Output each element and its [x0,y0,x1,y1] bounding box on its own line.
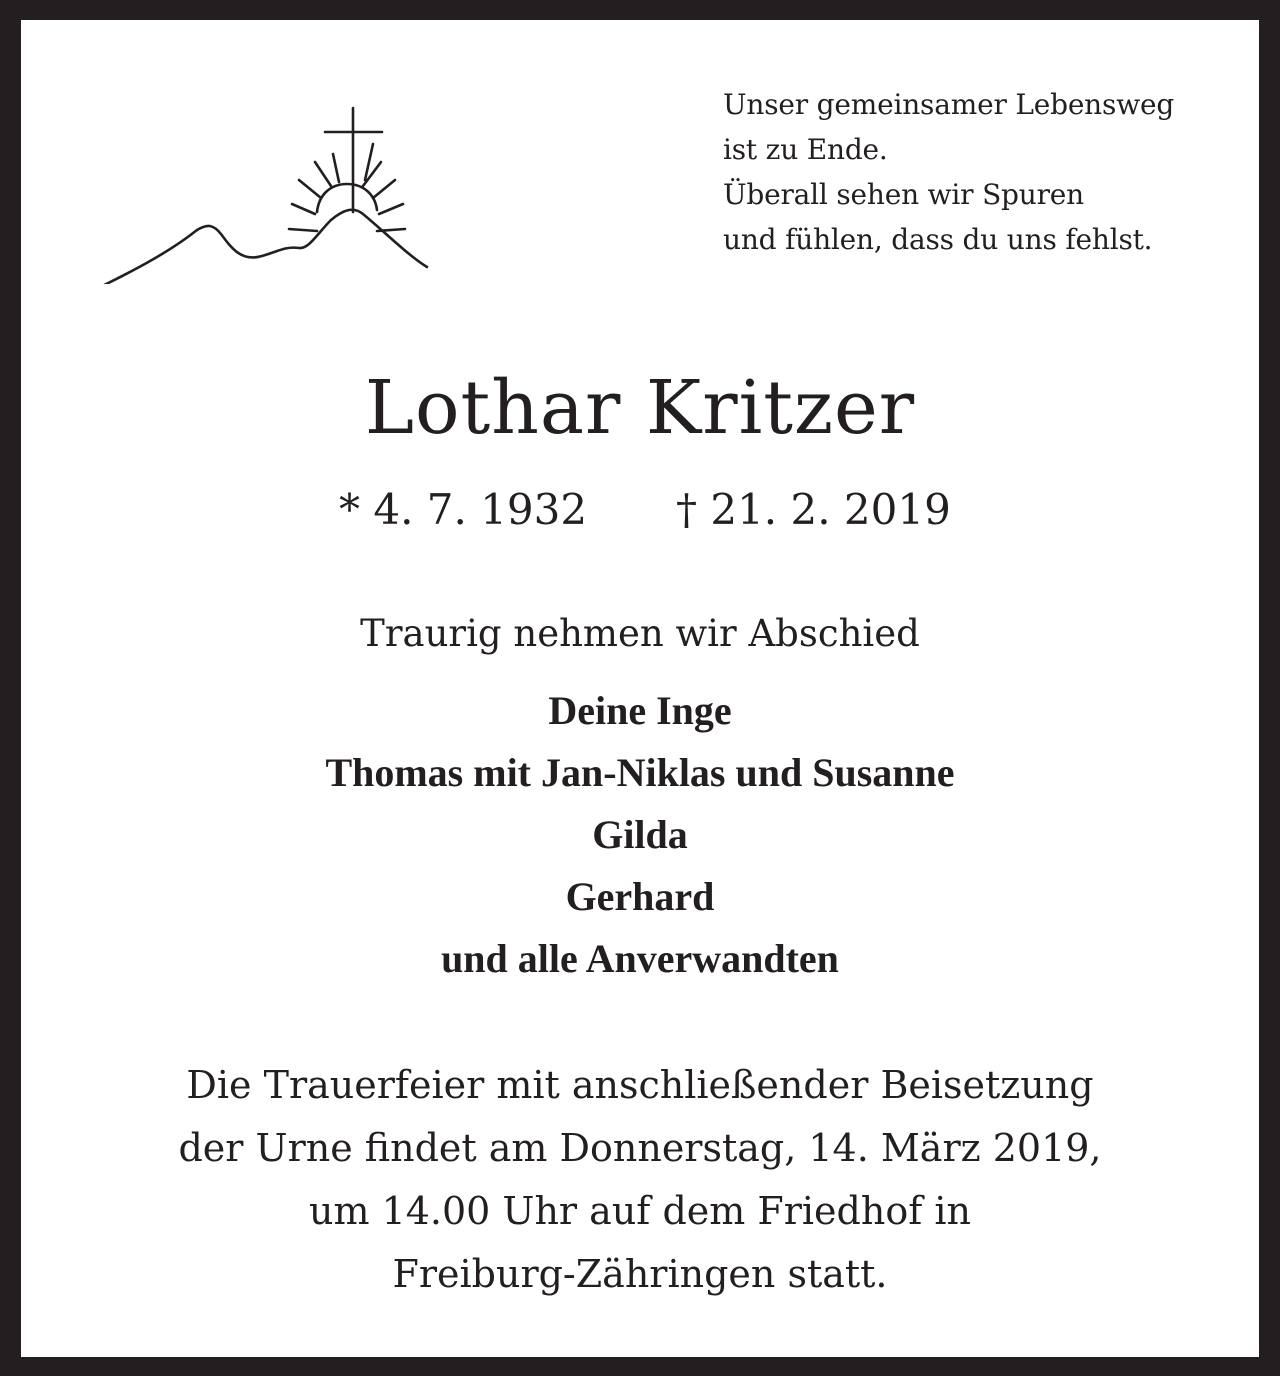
funeral-info [21,1054,1259,1306]
deceased-name: Lothar Kritzer [364,365,916,451]
poem-line: ist zu Ende. [723,133,888,166]
poem [723,82,1243,262]
mourner-name: Gerhard [565,874,715,919]
mourner-name: und alle Anverwandten [441,936,839,981]
mourner-name: Thomas mit Jan-Niklas und Susanne [325,750,955,795]
poem-line: Überall sehen wir Spuren [723,178,1084,211]
farewell-text: Traurig nehmen wir Abschied [360,612,920,655]
funeral-line: um 14.00 Uhr auf dem Friedhof in [308,1189,971,1233]
death-date: † 21. 2. 2019 [676,485,951,534]
birth-date: * 4. 7. 1932 [339,485,588,534]
poem-line: Unser gemeinsamer Lebensweg [723,88,1175,121]
mourner-name: Deine Inge [548,688,732,733]
funeral-line: Freiburg-Zähringen statt. [392,1252,888,1296]
mourner-name: Gilda [592,812,688,857]
funeral-line: der Urne findet am Donnerstag, 14. März 2019, [178,1126,1102,1170]
cross-on-mountain-icon [87,84,437,284]
mourners-list [21,680,1259,990]
funeral-line: Die Trauerfeier mit anschließender Beisetzung [186,1063,1094,1107]
poem-line: und fühlen, dass du uns fehlst. [723,223,1153,256]
